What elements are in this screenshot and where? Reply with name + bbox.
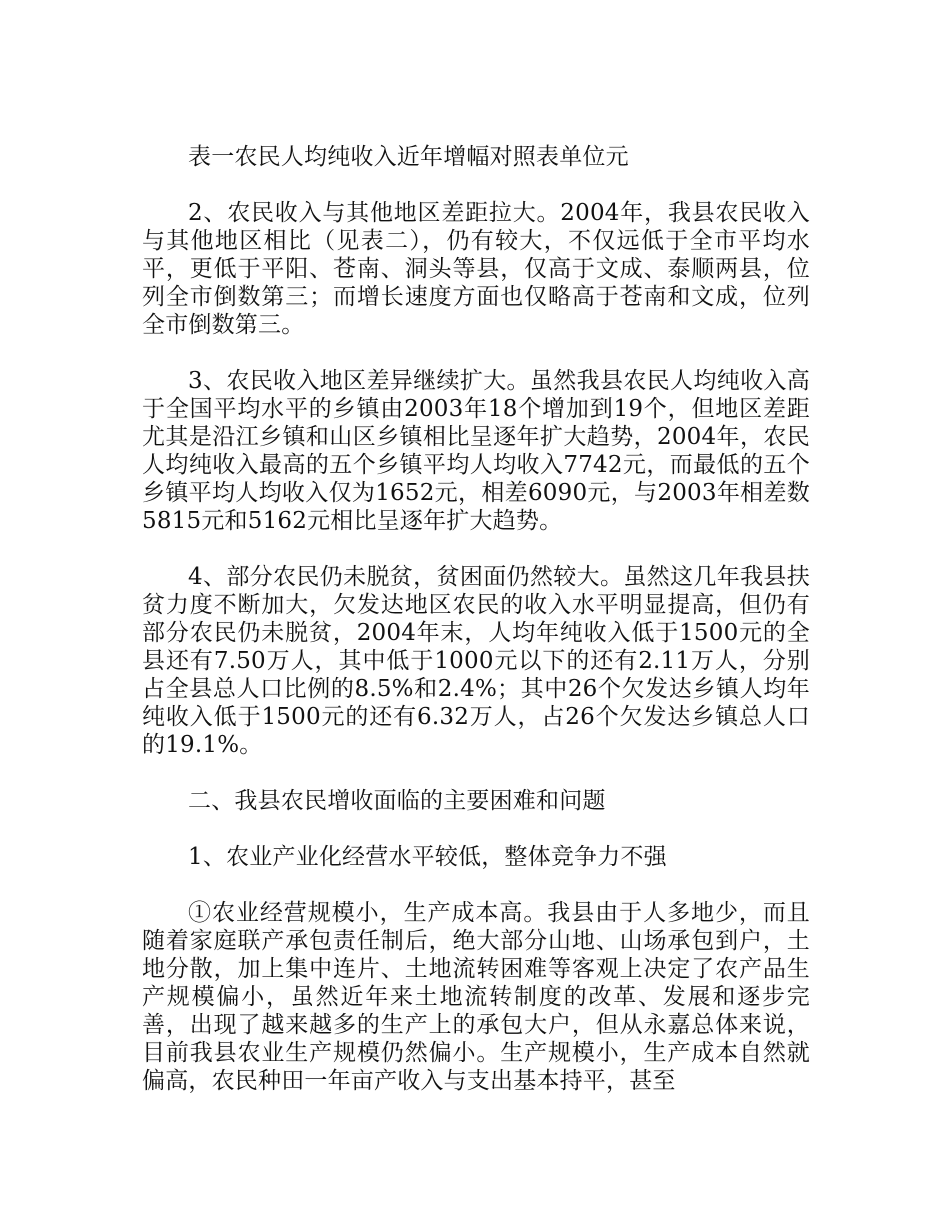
paragraph-poverty: 4、部分农民仍未脱贫，贫困面仍然较大。虽然这几年我县扶贫力度不断加大，欠发达地区农民的收入水平明显提高，但仍有部分农民仍未脱贫，2004年末，人均年纯收入低于1500元的全县还有7.50万人，其中低于1000元以下的还有2.11万人，分别占全县总人口比例的8.5%和2.4%；其中26个欠发达乡镇人均年纯收入低于1500元的还有6.32万人，占26个欠发达乡镇总人口的19.1%。 xyxy=(142,564,810,758)
paragraph-scale: ①农业经营规模小，生产成本高。我县由于人多地少，而且随着家庭联产承包责任制后，绝大部分山地、山场承包到户，土地分散，加上集中连片、土地流转困难等客观上决定了农产品生产规模偏小，虽然近年来土地流转制度的改革、发展和逐步完善，出现了越来越多的生产上的承包大户，但从永嘉总体来说，目前我县农业生产规模仍然偏小。生产规模小，生产成本自然就偏高，农民种田一年亩产收入与支出基本持平，甚至 xyxy=(142,900,810,1094)
subsection-heading: 1、农业产业化经营水平较低，整体竞争力不强 xyxy=(188,844,667,870)
document-body xyxy=(142,143,810,1123)
paragraph-regional-difference: 3、农民收入地区差异继续扩大。虽然我县农民人均纯收入高于全国平均水平的乡镇由2003年18个增加到19个，但地区差距尤其是沿江乡镇和山区乡镇相比呈逐年扩大趋势，2004年，农民人均纯收入最高的五个乡镇平均人均收入7742元，而最低的五个乡镇平均人均收入仅为1652元，相差6090元，与2003年相差数5815元和5162元相比呈逐年扩大趋势。 xyxy=(142,368,810,534)
paragraph-income-gap: 2、农民收入与其他地区差距拉大。2004年，我县农民收入与其他地区相比（见表二），仍有较大，不仅远低于全市平均水平，更低于平阳、苍南、洞头等县，仅高于文成、泰顺两县，位列全市倒数第三；而增长速度方面也仅略高于苍南和文成，位列全市倒数第三。 xyxy=(142,200,810,338)
table-caption: 表一农民人均纯收入近年增幅对照表单位元 xyxy=(188,144,629,170)
section-heading: 二、我县农民增收面临的主要困难和问题 xyxy=(188,788,606,814)
